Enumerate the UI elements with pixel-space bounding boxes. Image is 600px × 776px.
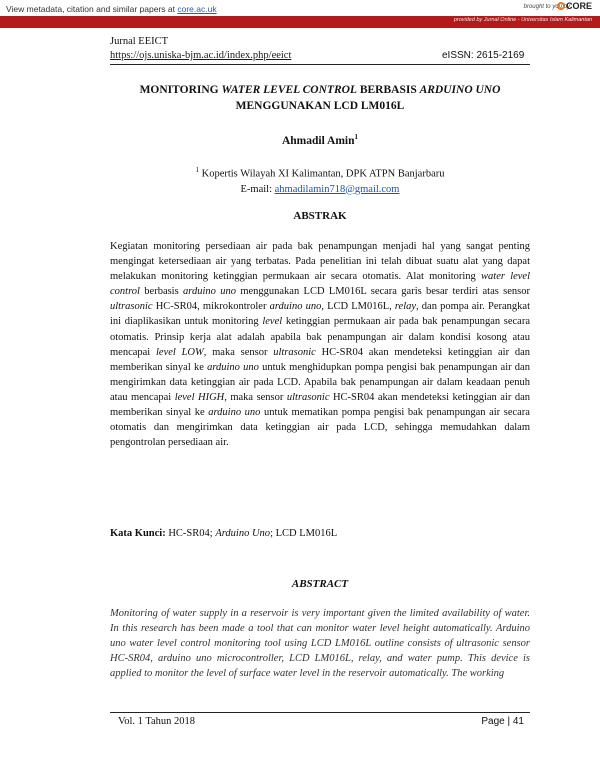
title-part3: BERBASIS [356,84,420,96]
abstrak-italic-term: arduino uno [269,301,322,313]
abstrak-text-segment: untuk menghidupkan pompa pengisi bak penampungan air dan mengirimkan data ketinggian air pada LCD. Apabila bak penampungan air dalam keadaan penuh atau mencapai [110,361,530,403]
abstrak-italic-term: ultrasonic [286,391,330,403]
abstrak-text-segment: Kegiatan monitoring persediaan air pada bak penampungan menjadi hal yang sangat penting mengingat ketersediaan air yang terbatas. Pada penelitian ini telah dibuat suatu alat yang dapat melakukan monitoring ketinggian permukaan air secara otomatis. Alat monitoring [110,241,530,283]
eissn: eISSN: 2615-2169 [442,50,525,61]
email-link[interactable]: ahmadilamin718@gmail.com [274,183,400,195]
abstrak-text-segment: HC-SR04, mikrokontroler [152,301,270,313]
abstrak-heading: ABSTRAK [293,210,347,222]
page-number: Page | 41 [481,716,524,727]
title-line2: MENGGUNAKAN LCD LM016L [235,100,405,112]
abstract-body: Monitoring of water supply in a reservoir is very important given the limited availability of water. In this research has been made a tool that can monitor water level height automatically. Arduino uno water level control monitoring tool using LCD LM016L outline consists of ultrasonic sensor HC-SR04, arduino uno microcontroller, LCD LM016L, relay, and water pump. This device is applied to monitor the level of surface water level in the reservoir automatically. The working [110,608,530,680]
journal-url-link[interactable]: https://ojs.uniska-bjm.ac.id/index.php/eeict [110,50,292,61]
abstrak-text-segment: ketinggian permukaan air pada bak penampungan secara otomatis. Prinsip kerja alat adalah apabila bak penampungan air dalam kondisi kosong atau mencapai [110,316,531,358]
affiliation [110,163,530,197]
core-banner [0,0,600,30]
author [110,133,530,147]
author-superscript: 1 [354,133,359,141]
abstrak-text-segment: berbasis [139,286,184,298]
abstrak-italic-term: level [262,316,283,328]
core-logo-icon [557,2,565,10]
keywords-label: Kata Kunci: [110,528,166,539]
abstrak-text-segment: HC-SR04 akan mendeteksi ketinggian air dan memberikan sinyal ke [110,391,531,419]
keywords-part-c: ; LCD LM016L [270,528,338,539]
volume-info: Vol. 1 Tahun 2018 [118,716,196,727]
core-logo[interactable] [557,1,592,11]
abstrak-text-segment: menggunakan LCD LM016L secara garis besar terdiri atas sensor [235,286,530,298]
keywords [110,528,530,539]
abstrak-body [110,239,530,450]
abstrak-italic-term: level LOW [156,346,204,358]
core-site-link[interactable]: core.ac.uk [177,4,217,14]
abstrak-text-segment: , dan pompa air. Perangkat ini diaplikasikan untuk monitoring [110,301,530,328]
header-divider [110,64,530,65]
core-brought-text: brought to you by [523,4,570,10]
abstrak-italic-term: arduino uno [207,361,259,373]
email-label: E-mail: [240,183,275,195]
abstrak-italic-term: ultrasonic [110,301,153,313]
keywords-part-b: Arduino Uno [215,528,271,539]
author-name: Ahmadil Amin [281,134,355,147]
abstrak-italic-term: ultrasonic [273,346,316,358]
core-provided-text: provided by Jurnal Online - Universitas Islam Kalimantan [453,17,592,23]
abstrak-italic-term: arduino uno [208,407,261,419]
title-part1: MONITORING [139,84,222,96]
abstrak-text-segment: HC-SR04 akan mendeteksi ketinggian air dan memberikan sinyal ke [110,346,530,373]
abstrak-italic-term: arduino uno [183,286,236,298]
title-part4: ARDUINO UNO [419,84,501,96]
paper-title [110,82,530,114]
abstrak-text-segment: , maka sensor [203,346,274,358]
abstrak-italic-term: water level control [110,271,531,298]
journal-name: Jurnal EEICT [110,36,169,47]
abstrak-italic-term: relay [394,301,417,313]
core-link-prefix: View metadata, citation and similar papers at [6,4,178,14]
abstract-heading: ABSTRACT [291,578,349,590]
abstrak-text-segment: , LCD LM016L, [321,301,395,313]
affiliation-superscript: 1 [195,166,199,174]
footer-divider [110,712,530,713]
core-logo-text: CORE [565,1,592,11]
affiliation-text: Kopertis Wilayah XI Kalimantan, DPK ATPN Banjarbaru [198,168,445,180]
abstrak-text-segment: untuk mematikan pompa pengisi bak penampungan air secara otomatis dan mengirimkan data ketinggian air pada LCD, sehingga memudahkan dalam pengontrolan persediaan air. [110,407,530,449]
title-part2: WATER LEVEL CONTROL [221,84,357,96]
keywords-part-a: HC-SR04; [165,528,216,539]
abstrak-italic-term: level HIGH [174,391,225,403]
core-metadata-link[interactable] [6,4,217,14]
abstrak-text-segment: , maka sensor [224,391,287,403]
